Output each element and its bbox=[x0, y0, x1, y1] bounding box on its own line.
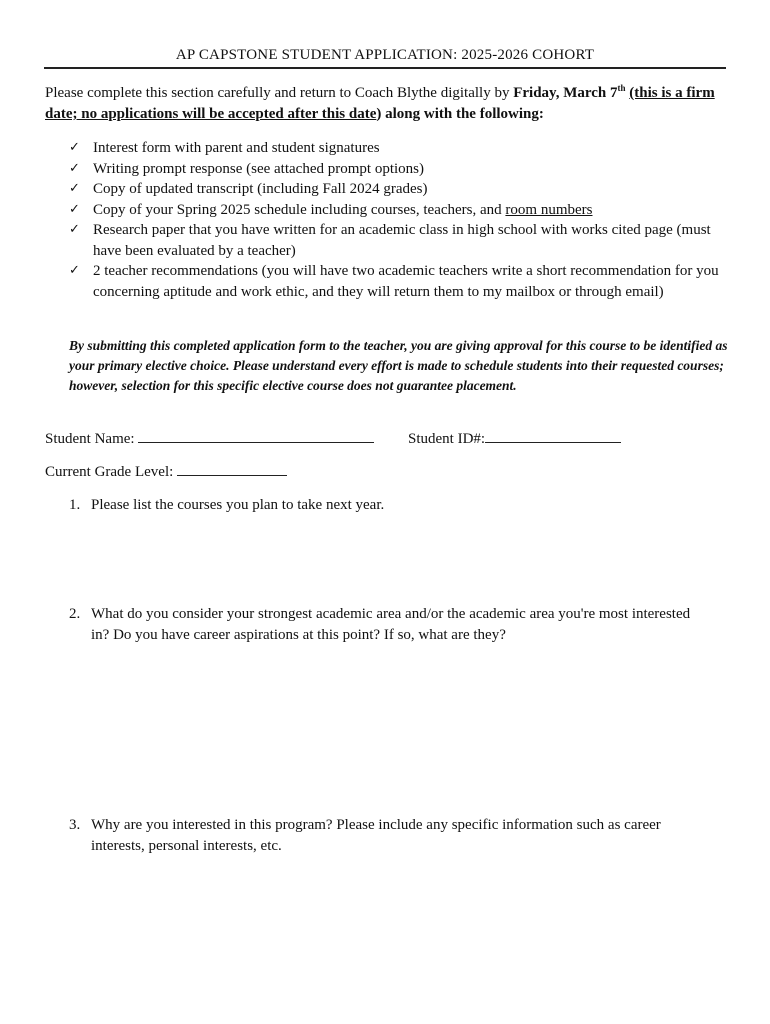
intro-paragraph bbox=[45, 83, 735, 125]
approval-notice: By submitting this completed application form to the teacher, you are giving approval for this course to be identified as your primary elective choice. Please understand every effort is made to schedule students into their requested courses; however, selection for this specific elective course does not guarantee placement. bbox=[69, 338, 728, 393]
question-2 bbox=[69, 604, 709, 646]
intro-tail: ) along with the following: bbox=[376, 106, 544, 122]
check-mark-icon: ✓ bbox=[69, 181, 80, 196]
check-mark-icon: ✓ bbox=[69, 222, 80, 237]
checklist-item: ✓ Writing prompt response (see attached prompt options) bbox=[69, 159, 719, 180]
checklist-item: ✓ 2 teacher recommendations (you will have two academic teachers write a short recommendation for you concerning aptitude and work ethic, and they will return them to my mailbox or through email) bbox=[69, 263, 719, 300]
room-numbers-text: room numbers bbox=[505, 201, 593, 218]
question-1 bbox=[69, 495, 709, 516]
student-name-label: Student Name: bbox=[45, 431, 135, 447]
student-id-label: Student ID#: bbox=[408, 431, 486, 447]
question-3 bbox=[69, 815, 709, 857]
grade-level-row bbox=[45, 461, 287, 481]
question-number: 1. bbox=[69, 497, 81, 513]
checklist-item: ✓ Copy of updated transcript (including Fall 2024 grades) bbox=[69, 179, 719, 200]
check-mark-icon: ✓ bbox=[69, 140, 80, 155]
question-text: Please list the courses you plan to take next year. bbox=[91, 497, 385, 513]
checklist-item: ✓ Research paper that you have written for an academic class in high school with works cited page (must have been evaluated by a teacher) bbox=[69, 222, 711, 259]
question-text: What do you consider your strongest academic area and/or the academic area you're most interested in? Do you have career aspirations at this point? If so, what are they? bbox=[91, 606, 691, 643]
intro-text: Please complete this section carefully and return to Coach Blythe digitally by bbox=[45, 85, 514, 101]
check-mark-icon: ✓ bbox=[69, 201, 80, 217]
question-text: Why are you interested in this program? Please include any specific information such as career interests, personal interests, etc. bbox=[91, 817, 661, 854]
firm-date-note: (this is a firm date; no applications will be accepted after this date bbox=[45, 85, 715, 122]
student-id-row bbox=[408, 428, 621, 448]
requirements-checklist bbox=[69, 138, 719, 302]
title-divider bbox=[44, 67, 726, 69]
checklist-item: ✓ Copy of your Spring 2025 schedule including courses, teachers, and room numbers bbox=[69, 200, 719, 221]
check-mark-icon: ✓ bbox=[69, 160, 80, 176]
check-mark-icon: ✓ bbox=[69, 263, 80, 278]
question-number: 2. bbox=[69, 606, 81, 622]
grade-level-label: Current Grade Level: bbox=[45, 464, 174, 480]
deadline-text: Friday, March 7th bbox=[513, 83, 626, 101]
student-id-field[interactable] bbox=[485, 428, 621, 443]
student-name-field[interactable] bbox=[138, 428, 374, 443]
question-number: 3. bbox=[69, 817, 81, 833]
student-name-row bbox=[45, 428, 374, 448]
page-title: AP CAPSTONE STUDENT APPLICATION: 2025-2026 COHORT bbox=[175, 47, 595, 63]
checklist-item: ✓ Interest form with parent and student signatures bbox=[69, 138, 719, 159]
grade-level-field[interactable] bbox=[177, 461, 287, 476]
